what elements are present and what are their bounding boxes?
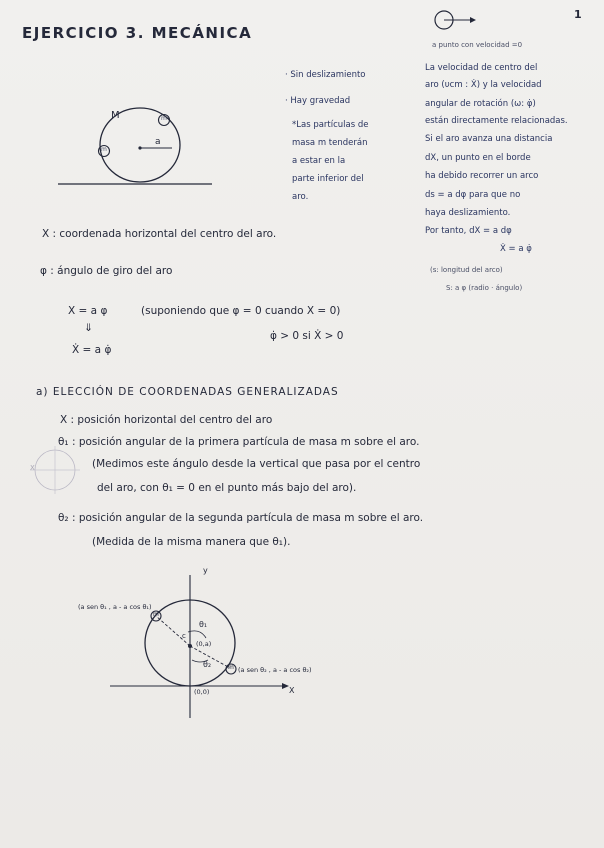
section-a-line: (Medida de la misma manera que θ₁). xyxy=(92,536,291,548)
center-point xyxy=(188,644,192,648)
label-M: M xyxy=(111,110,120,121)
section-a-line: θ₁ : posición angular de la primera partícula de masa m sobre el aro. xyxy=(58,436,420,448)
x-axis-label: X xyxy=(289,686,295,695)
note-line: ha debido recorrer un arco xyxy=(425,171,539,181)
origin-label: (0,0) xyxy=(194,688,210,696)
section-a-line: del aro, con θ₁ = 0 en el punto más bajo del aro). xyxy=(97,482,357,494)
def-x: X : coordenada horizontal del centro del aro. xyxy=(42,228,277,240)
def-phi: φ : ángulo de giro del aro xyxy=(40,265,173,277)
page-number: 1 xyxy=(574,8,582,21)
bullet-note-line: a estar en la xyxy=(292,156,346,166)
radius-1 xyxy=(156,616,190,646)
note-line: Por tanto, dX = a dφ xyxy=(425,226,512,236)
note-line: haya deslizamiento. xyxy=(425,208,511,218)
label-m: m xyxy=(161,115,167,122)
mass1-label: m xyxy=(153,611,159,618)
note-line: están directamente relacionadas. xyxy=(425,116,568,126)
bullet-note-line: aro. xyxy=(292,192,309,202)
page-title: EJERCICIO 3. MECÁNICA xyxy=(22,24,253,42)
section-a-line: (Medimos este ángulo desde la vertical que pasa por el centro xyxy=(92,458,421,470)
eq-x-aphi: X = a φ xyxy=(68,305,108,317)
note-line: angular de rotación (ω: φ̇) xyxy=(425,99,536,109)
section-a-line: θ₂ : posición angular de la segunda partícula de masa m sobre el aro. xyxy=(58,512,424,524)
eq-phidot-note: φ̇ > 0 si Ẋ > 0 xyxy=(270,330,344,342)
section-a-line: X : posición horizontal del centro del aro xyxy=(60,414,273,426)
theta-arc-1 xyxy=(188,631,206,638)
c-label: c xyxy=(182,632,186,640)
bullet-no-slip: · Sin deslizamiento xyxy=(285,70,366,80)
note-line: dX, un punto en el borde xyxy=(425,153,531,163)
note-sub: (s: longitud del arco) xyxy=(430,266,503,274)
label-m: m xyxy=(101,146,107,153)
section-a-header: a) ELECCIÓN DE COORDENADAS GENERALIZADAS xyxy=(36,386,339,398)
mass2-label: m xyxy=(228,664,234,671)
note-line: Ẋ = a φ̇ xyxy=(500,244,532,254)
eq-x-aphi-note: (suponiendo que φ = 0 cuando X = 0) xyxy=(141,305,341,317)
eq-xdot-aphidot: Ẋ = a φ̇ xyxy=(72,344,112,356)
note-line: ds = a dφ para que no xyxy=(425,190,521,200)
p1-label: (a sen θ₁ , a - a cos θ₁) xyxy=(78,603,152,611)
bullet-note-line: parte inferior del xyxy=(292,174,364,184)
p2-label: (a sen θ₂ , a - a cos θ₂) xyxy=(238,666,312,674)
top-note-arrow-label: a punto con velocidad =0 xyxy=(432,41,523,49)
note-sub: S: a φ (radio · ángulo) xyxy=(446,284,523,292)
label-a: a xyxy=(155,137,161,147)
bullet-note-line: masa m tenderán xyxy=(292,138,368,148)
bullet-gravity: · Hay gravedad xyxy=(285,96,351,106)
y-axis-label: y xyxy=(203,566,208,575)
note-line: aro (υcm : Ẋ) y la velocidad xyxy=(425,80,542,90)
implies-arrow: ⇓ xyxy=(84,322,93,334)
theta1-label: θ₁ xyxy=(199,620,208,629)
theta2-label: θ₂ xyxy=(203,660,212,669)
margin-mark: X xyxy=(30,464,35,472)
note-line: Si el aro avanza una distancia xyxy=(425,134,553,144)
note-line: La velocidad de centro del xyxy=(425,63,538,73)
bullet-note-line: *Las partículas de xyxy=(292,120,369,130)
center-label: (0,a) xyxy=(196,640,212,648)
